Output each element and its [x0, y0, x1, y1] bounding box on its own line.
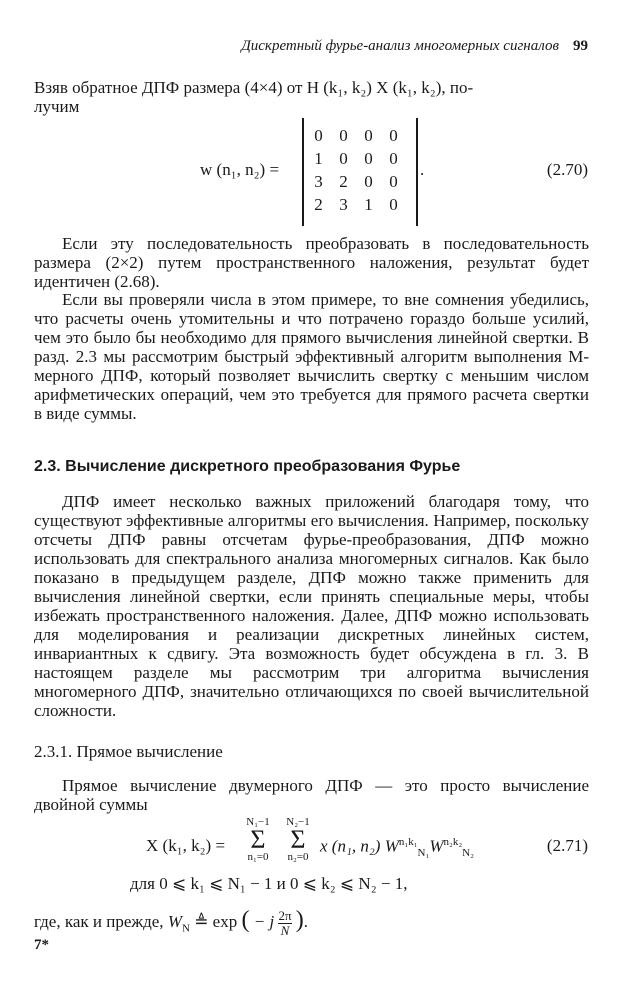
matrix-cell: 0 [389, 125, 398, 145]
matrix-cell: 0 [364, 171, 373, 191]
twiddle-2-subscript: N₂ [462, 847, 474, 860]
running-head-title: Дискретный фурье-анализ многомерных сигналов [241, 38, 559, 54]
where-clause: где, как и прежде, $W_N$ ≜ exp ( − j $\frac{2\pi}{N}$ ). [34, 907, 309, 938]
matrix-cell: 0 [364, 148, 373, 168]
subsection-heading: 2.3.1. Прямое вычисление [34, 742, 223, 761]
matrix-cell: 0 [314, 125, 323, 145]
where-fraction [278, 909, 291, 938]
paragraph-2: Если вы проверяли числа в этом примере, то вне сомнения убедились, что расчеты очень утомительны и что потрачено гораздо больше усилий, чем это было бы необходимо для прямого вычисления линейной свертки. В разд. 2.3 мы рассмотрим быстрый эффективный алгоритм выполнения M-мерного ДПФ, который позволяет вычислить свертку с меньшим числом арифметических операций, чем это требуется для прямого расчета свертки в виде суммы. [34, 290, 589, 423]
sigma-symbol: Σ [290, 825, 306, 854]
matrix-cell: 3 [339, 194, 348, 214]
matrix-cell: 2 [314, 194, 323, 214]
matrix-cell: 0 [389, 171, 398, 191]
fraction-denominator: N [280, 922, 290, 938]
where-w: W [167, 912, 182, 931]
paragraph-1: Если эту последовательность преобразовать в последовательность размера (2×2) путем пространственного наложения, результат будет идентичен (2.68). [34, 234, 589, 291]
paragraph-4: Прямое вычисление двумерного ДПФ — это просто вычисление двойной суммы [34, 776, 589, 814]
sum-2-lower-limit: n₂=0 [287, 851, 309, 863]
sum-2-upper-limit: N₂−1 [286, 816, 310, 828]
eq-2-71-condition: для 0 ⩽ k₁ ⩽ N₁ − 1 и 0 ⩽ k₂ ⩽ N₂ − 1, [130, 874, 408, 893]
eq-2-70-dot: . [420, 160, 425, 179]
matrix-cell: 1 [314, 148, 323, 168]
paragraph-3: ДПФ имеет несколько важных приложений благодаря тому, что существуют эффективные алгоритмы его вычисления. Например, поскольку отсчеты ДПФ равны отсчетам фурье-преобразования, ДПФ можно использовать для спектрального анализа многомерных сигналов. Как было показано в предыдущем разделе, ДПФ можно также применить для вычисления линейной свертки, если принять специальные меры, чтобы избежать пространственного наложения. Далее, ДПФ можно использовать для моделирования и реализации дискретных линейных систем, инвариантных к сдвигу. Эта возможность будет обсуждена в гл. 3. В настоящем разделе мы рассмотрим три алгоритма вычисления многомерного ДПФ, значительно отличающихся по своей вычислительной сложности. [34, 492, 589, 720]
eq-2-71-summand: x (n₁, n₂) [320, 836, 381, 856]
matrix-cell: 2 [339, 171, 348, 191]
sum-1-lower-limit: n₁=0 [247, 851, 269, 863]
where-w-subscript: N [181, 922, 190, 935]
fraction-numerator: 2π [278, 907, 292, 923]
page-number: 99 [573, 38, 588, 54]
eq-2-70-lhs: w (n₁, n₂) = [200, 160, 280, 179]
where-prefix: где, как и прежде, [34, 912, 164, 931]
sum-2 [280, 817, 316, 863]
section-heading: 2.3. Вычисление дискретного преобразования Фурье [34, 458, 461, 475]
matrix-cell: 0 [364, 125, 373, 145]
twiddle-2-exponent: n₂k₂ [443, 836, 463, 848]
eq-2-70-number: (2.70) [546, 160, 588, 179]
eq-2-70-matrix [302, 118, 418, 226]
matrix-table [306, 124, 406, 216]
matrix-cell: 1 [364, 194, 373, 214]
sum-1-upper-limit: N₁−1 [246, 816, 270, 828]
eq-2-71-lhs: X (k₁, k₂) = [146, 836, 226, 855]
eq-2-71-number: (2.71) [546, 836, 588, 855]
intro-line-1: Взяв обратное ДПФ размера (4×4) от H (k₁, k₂) X (k₁, k₂), по- [34, 78, 474, 97]
twiddle-factor-2: W [429, 836, 444, 856]
where-definition: ≜ exp [194, 912, 238, 931]
signature-mark: 7* [34, 937, 49, 953]
running-head [0, 38, 588, 55]
where-tail: . [303, 912, 309, 931]
sum-1 [240, 817, 276, 863]
matrix-cell: 0 [389, 148, 398, 168]
matrix-cell: 0 [389, 194, 398, 214]
where-minus-j: − j [253, 912, 275, 931]
twiddle-1-subscript: N₁ [417, 847, 430, 860]
matrix-cell: 3 [314, 171, 323, 191]
twiddle-1-exponent: n₁k₁ [398, 836, 418, 848]
sigma-symbol: Σ [250, 825, 266, 854]
twiddle-factor-1: W [384, 836, 399, 856]
eq-2-71-rhs [320, 836, 474, 859]
intro-line-2: лучим [34, 97, 80, 116]
matrix-cell: 0 [339, 125, 348, 145]
matrix-cell: 0 [339, 148, 348, 168]
